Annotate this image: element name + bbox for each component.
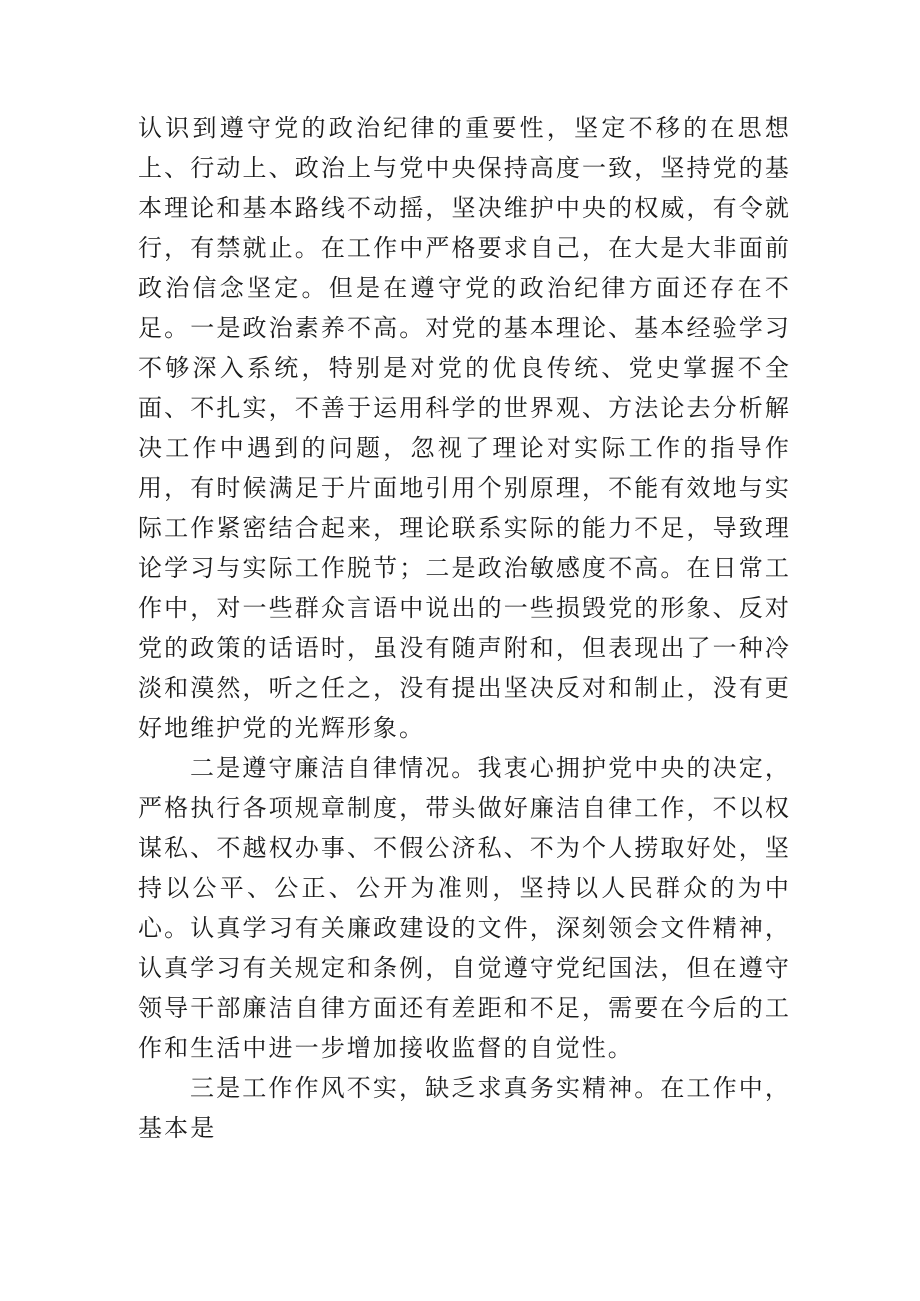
document-body [138, 108, 791, 1148]
paragraph-political-discipline: 认识到遵守党的政治纪律的重要性，坚定不移的在思想上、行动上、政治上与党中央保持高度一致，坚持党的基本理论和基本路线不动摇，坚决维护中央的权威，有令就行，有禁就止。在工作中严格要求自己，在大是大非面前政治信念坚定。但是在遵守党的政治纪律方面还存在不足。一是政治素养不高。对党的基本理论、基本经验学习不够深入系统，特别是对党的优良传统、党史掌握不全面、不扎实，不善于运用科学的世界观、方法论去分析解决工作中遇到的问题，忽视了理论对实际工作的指导作用，有时候满足于片面地引用个别原理，不能有效地与实际工作紧密结合起来，理论联系实际的能力不足，导致理论学习与实际工作脱节；二是政治敏感度不高。在日常工作中，对一些群众言语中说出的一些损毁党的形象、反对党的政策的话语时，虽没有随声附和，但表现出了一种冷淡和漠然，听之任之，没有提出坚决反对和制止，没有更好地维护党的光辉形象。 [138, 114, 791, 742]
paragraph-integrity-self-discipline: 二是遵守廉洁自律情况。我衷心拥护党中央的决定，严格执行各项规章制度，带头做好廉洁自律工作，不以权谋私、不越权办事、不假公济私、不为个人捞取好处，坚持以公平、公正、公开为准则，坚持以人民群众的为中心。认真学习有关廉政建设的文件，深刻领会文件精神，认真学习有关规定和条例，自觉遵守党纪国法，但在遵守领导干部廉洁自律方面还有差距和不足，需要在今后的工作和生活中进一步增加接收监督的自觉性。 [138, 754, 791, 1062]
paragraph-work-style: 三是工作作风不实，缺乏求真务实精神。在工作中，基本是 [138, 1074, 791, 1142]
